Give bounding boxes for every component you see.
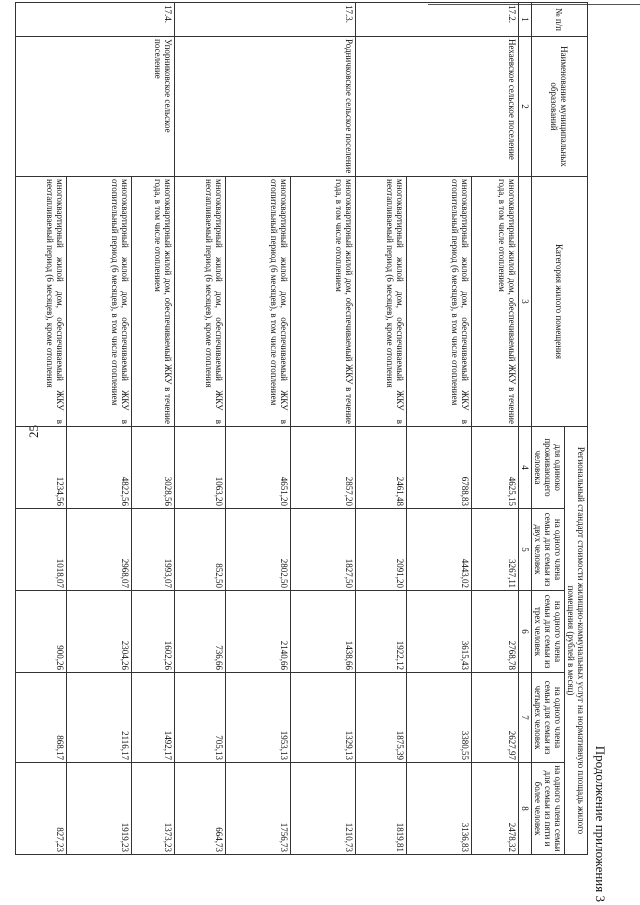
value-family-4: 705,13 — [175, 673, 226, 763]
table-row — [132, 3, 175, 855]
value-single: 3028,56 — [132, 427, 175, 509]
housing-category: многоквартирный жилой дом, обеспечиваемый ЖКУ в отопительный период (6 месяцев), в том числе отоплением — [67, 177, 132, 427]
value-single: 4822,56 — [67, 427, 132, 509]
header-no: № п/п — [532, 3, 588, 37]
value-family-4: 1875,39 — [356, 673, 407, 763]
value-family-2: 3267,11 — [472, 509, 519, 591]
col-index: 6 — [519, 591, 532, 673]
value-family-2: 4443,02 — [407, 509, 472, 591]
housing-category: многоквартирный жилой дом, обеспечиваемый ЖКУ в течение года, в том числе отоплением — [132, 177, 175, 427]
continuation-title: Продолжение приложения 3 — [593, 745, 608, 902]
value-family-5: 664,73 — [175, 763, 226, 855]
value-family-2: 1993,07 — [132, 509, 175, 591]
row-number: 17.4. — [16, 3, 175, 37]
municipality-name: Нехаевское сельское поселение — [356, 37, 519, 177]
value-family-3: 736,66 — [175, 591, 226, 673]
page-number: 25 — [26, 425, 41, 438]
municipality-name: Родничковское сельское поселение — [175, 37, 356, 177]
housing-category: многоквартирный жилой дом, обеспечиваемый ЖКУ в неотапливаемый период (6 месяцев), кроме отопления — [356, 177, 407, 427]
value-family-5: 1373,23 — [132, 763, 175, 855]
value-family-2: 1827,50 — [291, 509, 356, 591]
tariff-table — [15, 2, 588, 855]
value-family-2: 2968,07 — [67, 509, 132, 591]
value-single: 2461,48 — [356, 427, 407, 509]
value-family-5: 2478,32 — [472, 763, 519, 855]
table-row — [472, 3, 519, 855]
value-family-5: 3136,83 — [407, 763, 472, 855]
housing-category: многоквартирный жилой дом, обеспечиваемый ЖКУ в течение года, в том числе отоплением — [291, 177, 356, 427]
header-family-3: на одного члена семьи для семьи из трех человек — [532, 591, 565, 673]
value-family-3: 1922,12 — [356, 591, 407, 673]
housing-category: многоквартирный жилой дом, обеспечиваемый ЖКУ в неотапливаемый период (6 месяцев), кроме отопления — [175, 177, 226, 427]
header-single: для одиноко проживающего человека — [532, 427, 565, 509]
row-number: 17.3. — [175, 3, 356, 37]
value-single: 4625,15 — [472, 427, 519, 509]
value-family-4: 1492,17 — [132, 673, 175, 763]
housing-category: многоквартирный жилой дом, обеспечиваемый ЖКУ в течение года, в том числе отоплением — [472, 177, 519, 427]
header-standard: Региональный стандарт стоимости жилищно-коммунальных услуг на нормативную площадь жилого помещения (рублей в месяц) — [565, 427, 588, 855]
value-family-3: 2140,66 — [226, 591, 291, 673]
value-family-5: 1210,73 — [291, 763, 356, 855]
value-family-3: 900,26 — [16, 591, 67, 673]
housing-category: многоквартирный жилой дом, обеспечиваемый ЖКУ в неотапливаемый период (6 месяцев), кроме отопления — [16, 177, 67, 427]
header-family-5: на одного члена семьи для семьи из пяти и более человек — [532, 763, 565, 855]
value-family-3: 1438,66 — [291, 591, 356, 673]
value-single: 2857,20 — [291, 427, 356, 509]
value-family-4: 2116,17 — [67, 673, 132, 763]
header-family-4: на одного члена семьи для семьи из четырех человек — [532, 673, 565, 763]
value-family-2: 1018,07 — [16, 509, 67, 591]
value-family-2: 2091,20 — [356, 509, 407, 591]
value-family-4: 868,17 — [16, 673, 67, 763]
value-single: 1234,56 — [16, 427, 67, 509]
value-family-4: 3380,55 — [407, 673, 472, 763]
table-row — [291, 3, 356, 855]
col-index: 2 — [519, 37, 532, 177]
housing-category: многоквартирный жилой дом, обеспечиваемый ЖКУ в отопительный период (6 месяцев), в том числе отоплением — [226, 177, 291, 427]
value-family-5: 1819,81 — [356, 763, 407, 855]
col-index: 7 — [519, 673, 532, 763]
header-category: Категория жилого помещения — [532, 177, 588, 427]
value-family-4: 2627,97 — [472, 673, 519, 763]
municipality-name: Упорниковское сельское поселение — [16, 37, 175, 177]
value-single: 6788,83 — [407, 427, 472, 509]
col-index: 4 — [519, 427, 532, 509]
value-family-3: 2304,26 — [67, 591, 132, 673]
column-index-row — [519, 3, 532, 855]
header-municipality: Наименование муниципальных образований — [532, 37, 588, 177]
value-family-4: 1953,13 — [226, 673, 291, 763]
rotated-page — [28, 2, 608, 902]
value-family-4: 1329,13 — [291, 673, 356, 763]
value-family-3: 3615,43 — [407, 591, 472, 673]
value-family-3: 2768,78 — [472, 591, 519, 673]
value-family-5: 1919,23 — [67, 763, 132, 855]
value-family-2: 852,50 — [175, 509, 226, 591]
housing-category: многоквартирный жилой дом, обеспечиваемый ЖКУ в отопительный период (6 месяцев), в том числе отоплением — [407, 177, 472, 427]
col-index: 1 — [519, 3, 532, 37]
col-index: 3 — [519, 177, 532, 427]
value-family-3: 1602,26 — [132, 591, 175, 673]
row-number: 17.2. — [356, 3, 519, 37]
value-family-2: 2802,50 — [226, 509, 291, 591]
col-index: 8 — [519, 763, 532, 855]
value-family-5: 827,23 — [16, 763, 67, 855]
value-single: 1063,20 — [175, 427, 226, 509]
value-family-5: 1756,73 — [226, 763, 291, 855]
header-family-2: на одного члена семьи для семьи из двух человек — [532, 509, 565, 591]
col-index: 5 — [519, 509, 532, 591]
value-single: 4651,20 — [226, 427, 291, 509]
